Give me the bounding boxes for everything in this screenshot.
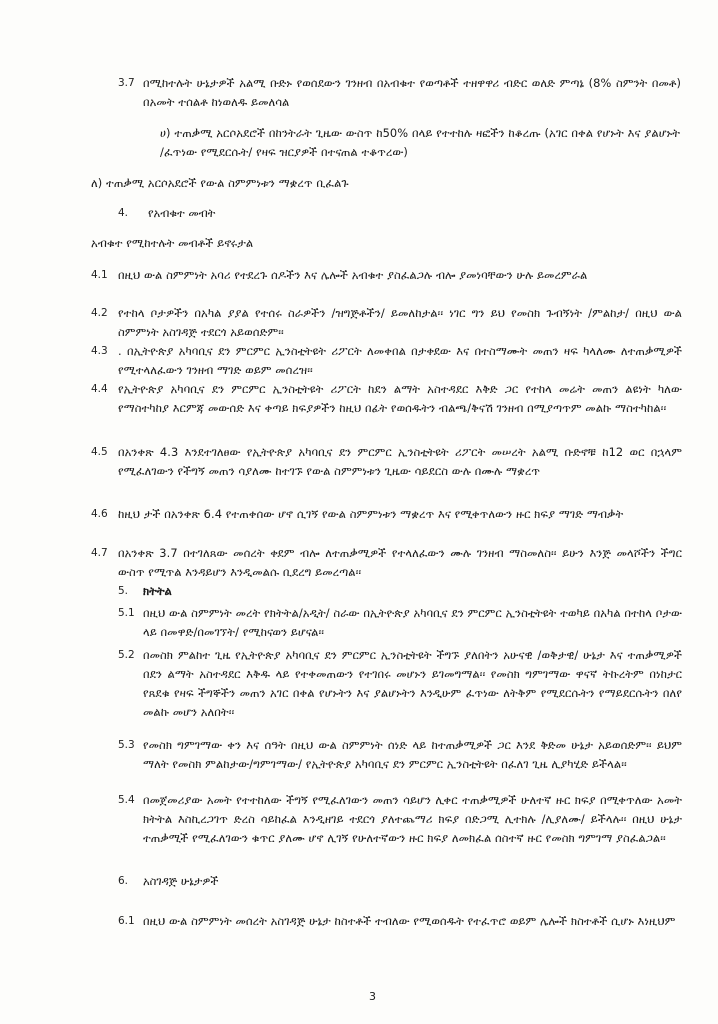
clause-number: 5.1 [118, 607, 135, 619]
clause-number: 3.7 [118, 77, 135, 89]
section-number: 4. [118, 207, 129, 219]
section-heading: ክትትል [143, 584, 172, 598]
clause-3-7-b: ለ) ተጠቃሚ አርሶአደሮች የውል ስምምነቱን ማቋረጥ ቢፈልጉ [91, 176, 349, 190]
clause-number: 4.4 [91, 383, 108, 395]
clause-4-6: ከዚህ ታች በአንቀጽ 6.4 የተጠቀሰው ሆኖ ሲገኝ የውል ስምምነቱን ማቋረጥ እና የሚቀጥለውን ዙር ክፍያ ማገድ ማብቃት [118, 507, 624, 521]
section-number: 6. [118, 875, 129, 887]
clause-5-1: በዚህ ውል ስምምነት መረት የክትትል/አዲት/ ስራው በኢትዮጵያ አካባቢና ደን ምርምር ኢንስቲትዩት ተወካይ በአካል በተከላ ቦታው ላይ በመዋድ/በመገኘት/ የሚከናወን ይሆናል፡፡ [143, 606, 682, 639]
clause-number: 4.1 [91, 269, 108, 281]
clause-3-7-a: ሀ) ተጠቃሚ አርሶአደሮች በከንትራት ጊዜው ውስጥ ከ50% በላይ የተተከሉ ዛፎችን ከቆረጡ (አገር በቀል የሆኑት እና ያልሆኑት /ፈጥነው የሚደርሱት/ የዛፍ ዝርያዎች በተናጠል ተቆጥረው) [160, 126, 680, 159]
clause-6-1: በዚህ ውል ስምምነት መሰረት አስገዳጅ ሁኔታ ከስተቶች ተብለው የሚወሰዱት የተፈጥሮ ወይም ሌሎች ክስተቶች ሲሆኑ እነዚህም [143, 914, 676, 928]
clause-number: 4.3 [91, 345, 108, 357]
section-heading: የአብቁተ መብት [148, 206, 216, 220]
clause-number: 4.6 [91, 508, 108, 520]
clause-4-1: በዚህ ውል ስምምነት አባሪ የተደረጉ ሰዶችን እና ሌሎች አብቁተ ያስፈልጋሉ ብሎ ያመነባቸውን ሁሉ ይመረምራል [118, 268, 588, 282]
clause-number: 4.5 [91, 446, 108, 458]
section-number: 5. [118, 585, 129, 597]
clause-5-3: የመስክ ግምገማው ቀን እና ሰዓት በዚህ ውል ስምምነት ሰነድ ላይ ከተጠቃሚዎች ጋር እንደ ቅድመ ሁኔታ አይወሰድም፡፡ ይህም ማለት የመስክ ምልከታው/ግምገማው/ የኢትዮጵያ አካባቢና ደን ምርምር ኢንስቲትዩት በፈለገ ጊዜ ሊያካሂድ ይችላል፡፡ [143, 738, 682, 771]
clause-4-5: በአንቀጽ 4.3 እንደተገለፀው የኢትዮጵያ አካባቢና ደን ምርምር ኢንስቲትዩት ሪፖርት መሠረት አልሚ ቡድኖቹ ከ12 ወር በኋላም የሚፈለገውን የችግኝ መጠን ሳያለሙ ከተገኙ የውል ስምምነቱን ጊዜው ሳይደርስ ውሉ በሙሉ ማቋረጥ [118, 445, 682, 478]
page-number: 3 [369, 990, 376, 1003]
clause-4-3: . በኢትዮጵያ አካባቢና ደን ምርምር ኢንስቲትዩት ሪፖርት ለመቀበል በታቀደው እና በተስማሙት መጠን ዛፍ ካላለሙ ለተጠቃሚዎች የሚተላለፈውን ገንዘብ ማገድ ወይም መሰረዝ፡፡ [118, 344, 682, 377]
clause-4-2: የተከላ ቦታዎችን በአካል ያያል የተሰሩ ስራዎችን /ዝግጅቶችን/ ይመለከታል፡፡ ነገር ግን ይህ የመስክ ጉብኝነት /ምልከታ/ በዚህ ውል ስምምነት አስገዳጅ ተደርጎ አይወሰድም፡፡ [118, 306, 682, 339]
clause-3-7: በሚከተሉት ሁኔታዎች አልሚ ቡድኑ የወሰደውን ገንዘብ በአብቁተ የወጣቶች ተዘዋዋሪ ብድር ወለድ ምጣኔ (8% ስምንት በመቶ) በአመት ተሰልቶ ከነወለዱ ይመለሳል [143, 76, 681, 109]
clause-number: 6.1 [118, 915, 135, 927]
section-intro: አብቁተ የሚከተሉት መብቶች ይኖሩታል [91, 236, 254, 250]
clause-5-4: በመጀመሪያው አመት የተተከለው ችግኝ የሚፈለገውን መጠን ሳይሆን ሊቀር ተጠቃሚዎች ሁለተኛ ዙር ክፍያ በሚቀጥለው አመት ክትትል እስኪረጋገጥ ድረስ ሳይከፈል እንዲዘገይ ተደርጎ ያለተጨማሪ ክፍያ በድጋሚ ሊተክሉ /ሊያለሙ/ ይችላሉ፡፡ በዚህ ሁኔታ ተጠቃሚች የሚፈለገውን ቁጥር ያለሙ ሆኖ ሊገኝ የሁለተኛውን ዙር ክፍያ ለመክፈል ሰስተኛ ዙር የመስክ ግምገማ ያስፈልጋል፡፡ [143, 793, 682, 845]
clause-5-2: በመስክ ምልከተ ጊዜ የኢትዮጵያ አካባቢና ደን ምርምር ኢንስቲትዩት ችግኙ ያለበትን አሁናዊ /ወቅታዊ/ ሁኔታ እና ተጠቃሚዎች በደን ልማት አስተዳደር እቅዱ ላይ የተቀመጠውን የተገበሩ መሆኑን ይገመግማል፡፡ የመስክ ግምገማው ዋናኛ ትኩረትም በነከታር የጸደቁ የዛፍ ችግኞችን መጠን አገር በቀል የሆኑትን እና ያልሆኑትን እንዲሁም ፈጥነው ለትቅም የሚደርሱትን የማይደርሱትን በለየ መልኩ መሆን አለበት፡፡ [143, 648, 682, 719]
clause-number: 5.3 [118, 739, 135, 751]
clause-number: 4.2 [91, 307, 108, 319]
section-heading: አስገዳጅ ሁኔታዎች [143, 874, 219, 888]
clause-number: 5.4 [118, 794, 135, 806]
clause-4-7: በአንቀጽ 3.7 በተገለጸው መሰረት ቀደም ብሎ ለተጠቃሚዎች የተላለፈውን ሙሉ ገንዘብ ማስመለስ፡፡ ይሁን እንጅ መላሾችን ችግር ውስጥ የሚጥል እንዳይሆን እንዲመልሱ ቢደረግ ይመረጣል፡፡ [118, 546, 682, 579]
clause-number: 4.7 [91, 547, 108, 559]
clause-number: 5.2 [118, 649, 135, 661]
clause-4-4: የኢትዮጵያ አካባቢና ደን ምርምር ኢንስቲትዩት ሪፖርት ከደን ልማት አስተዳደር እቅድ ጋር የተከላ መሬት መጠን ልዩነት ካለው የማስተካከያ እርምጃ መውሰድ እና ቀጣይ ክፍያዎችን ከዚህ በፊት የወሰዱትን ብልጫ/ቅናሽ ገንዘብ በሚያጣጥም መልኩ ማስተካከል፡፡ [118, 382, 682, 415]
